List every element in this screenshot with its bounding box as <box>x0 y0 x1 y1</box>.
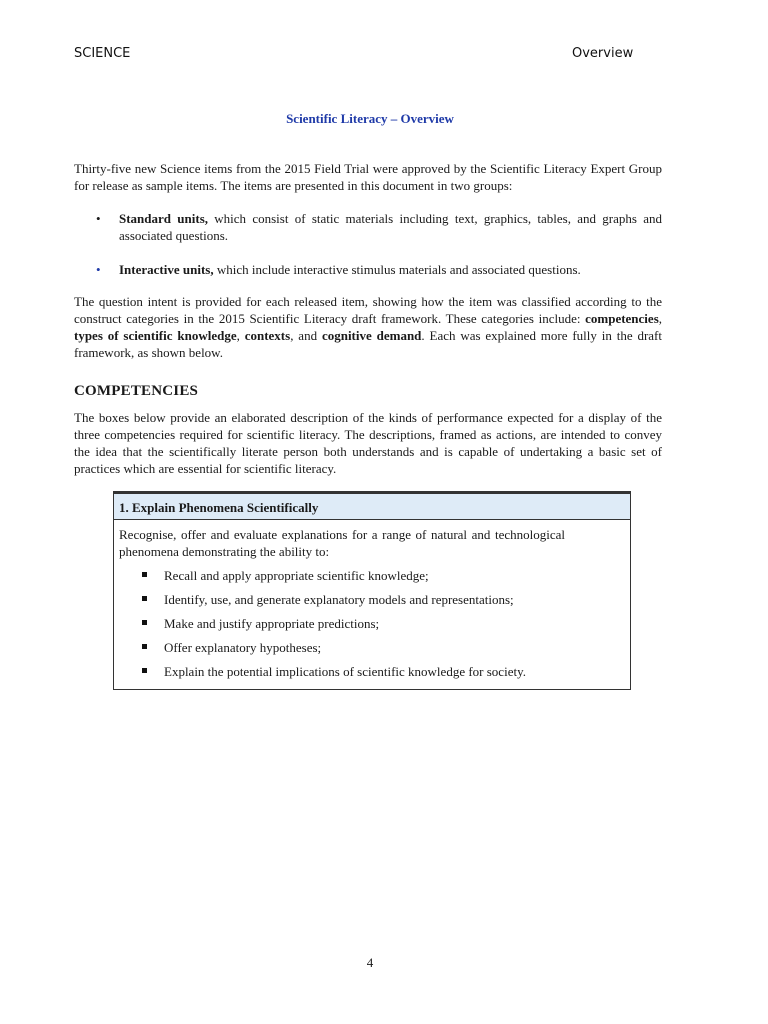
bullet-term: Interactive units, <box>119 262 214 277</box>
page-title-text: Scientific Literacy – Overview <box>286 111 454 126</box>
intent-lead: The question intent is provided for each released item, showing how the item was classified according to the construct categories in the 2015 Scientific Literacy draft framework. These categories include: <box>74 294 662 326</box>
competency-box-intro: Recognise, offer and evaluate explanations for a range of natural and technological phenomena demonstrating the ability to: <box>119 527 565 559</box>
intro-paragraph: Thirty-five new Science items from the 2015 Field Trial were approved by the Scientific Literacy Expert Group for release as sample items. The items are presented in this document in two groups: <box>74 161 662 193</box>
bullet-term: Standard units, <box>119 211 209 226</box>
bullet-dot-icon: • <box>96 262 101 277</box>
question-intent-paragraph <box>74 293 662 361</box>
competency-item-text: Explain the potential implications of scientific knowledge for society. <box>164 664 526 679</box>
bullet-text <box>119 210 662 244</box>
bullet-dot-icon: • <box>96 211 101 226</box>
intent-sep: , and <box>290 328 322 343</box>
square-bullet-icon <box>142 596 147 601</box>
page-number: 4 <box>366 955 374 970</box>
bullet-interactive-units <box>74 261 662 278</box>
competencies-paragraph: The boxes below provide an elaborated description of the kinds of performance expected for a display of the three competencies required for scientific literacy. The descriptions, framed as actions, are intended to convey the idea that the scientifically literate person both understands and is capable of undertaking a basic set of practices which are essential for scientific literacy. <box>74 410 662 476</box>
bullet-standard-units <box>74 210 662 244</box>
competency-box-header <box>114 492 630 520</box>
square-bullet-icon <box>142 644 147 649</box>
bullet-text <box>119 261 662 278</box>
competency-item-text: Recall and apply appropriate scientific knowledge; <box>164 568 429 583</box>
square-bullet-icon <box>142 620 147 625</box>
intent-term-competencies: competencies <box>585 311 659 326</box>
competency-item-text: Offer explanatory hypotheses; <box>164 640 322 655</box>
intent-term-cognitive-demand: cognitive demand <box>321 328 422 343</box>
running-header-topic: Overview <box>572 46 634 61</box>
bullet-description: which consist of static materials including text, graphics, tables, and graphs and associated questions. <box>119 211 663 243</box>
intent-tail: . Each was explained more fully in the draft framework, as shown below. <box>74 328 662 360</box>
competency-item-text: Identify, use, and generate explanatory models and representations; <box>164 592 514 607</box>
competency-item-text: Make and justify appropriate predictions; <box>164 616 380 631</box>
running-header-section: SCIENCE <box>74 46 131 61</box>
intent-term-contexts: contexts <box>244 328 291 343</box>
competency-box-title: 1. Explain Phenomena Scientifically <box>119 500 319 515</box>
competencies-heading: COMPETENCIES <box>74 383 199 399</box>
intent-term-knowledge: types of scientific knowledge <box>74 328 237 343</box>
intent-sep: , <box>236 328 245 343</box>
square-bullet-icon <box>142 572 147 577</box>
page-title <box>0 111 740 127</box>
competency-box <box>113 491 631 690</box>
square-bullet-icon <box>142 668 147 673</box>
bullet-description: which include interactive stimulus materials and associated questions. <box>213 262 581 277</box>
intent-sep: , <box>658 311 662 326</box>
